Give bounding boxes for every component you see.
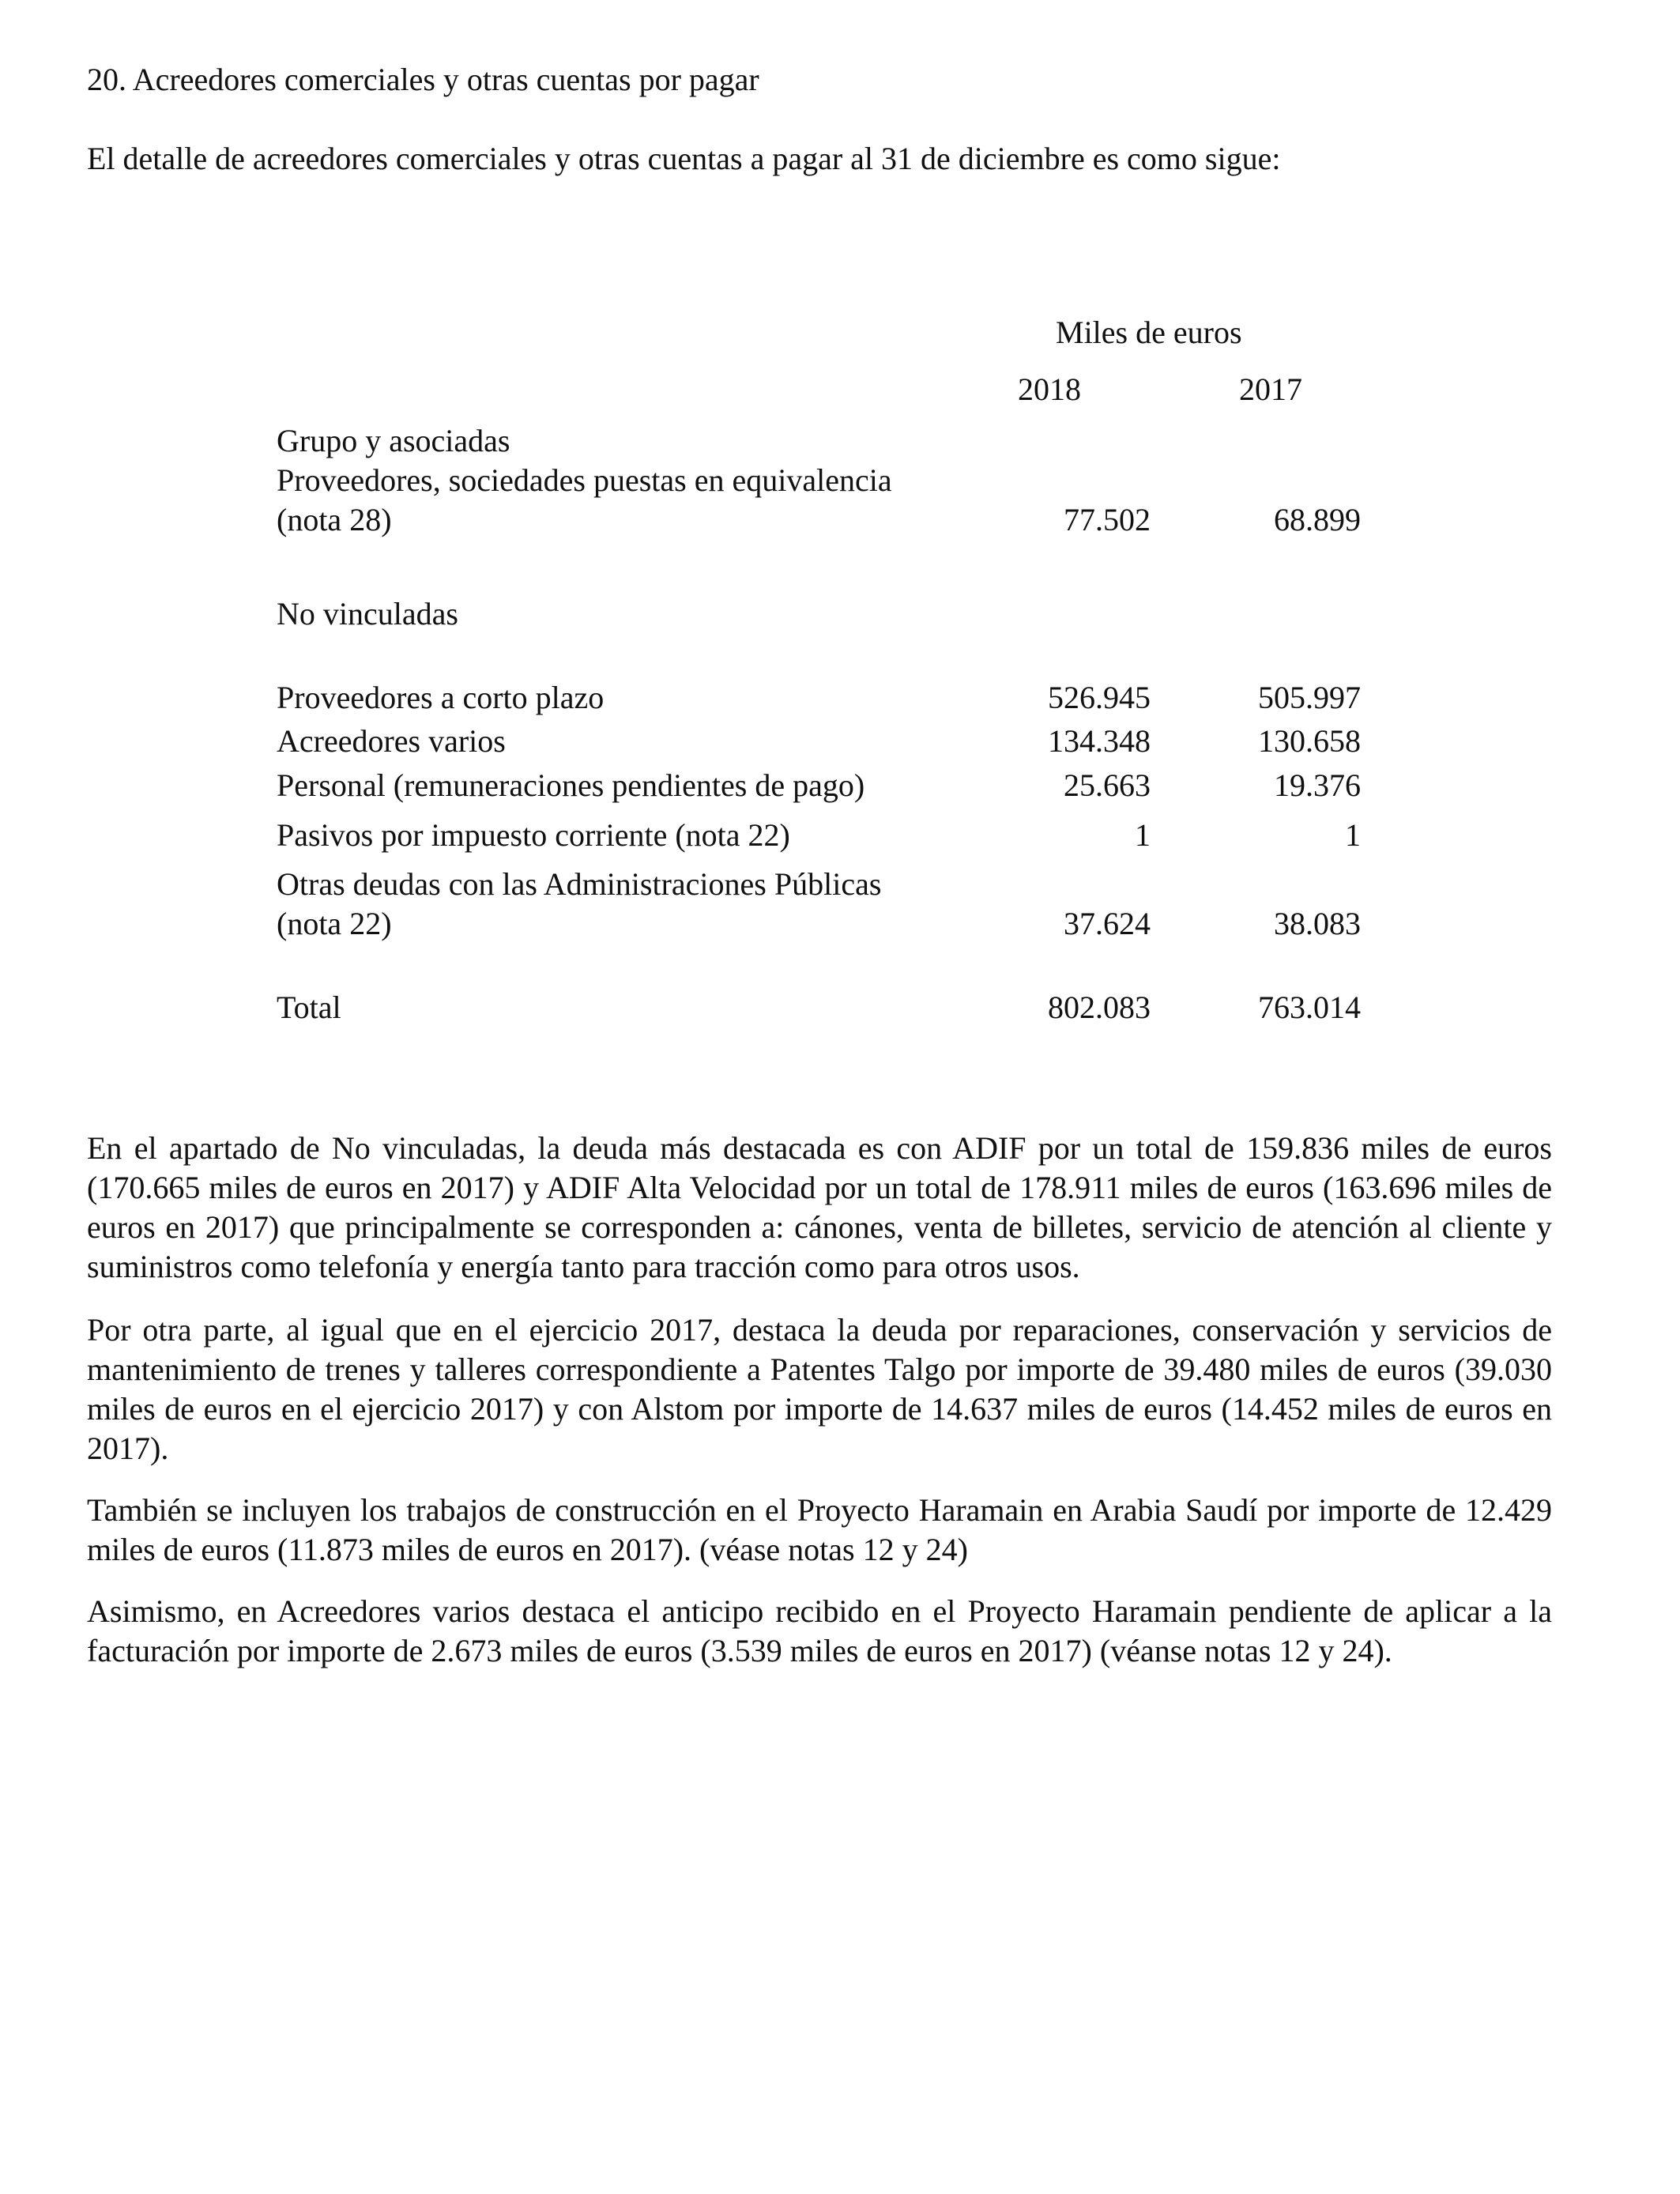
total-value-2018: 802.083 bbox=[1048, 990, 1151, 1025]
nonlinked-header: No vinculadas bbox=[277, 596, 458, 631]
row-value-2018: 77.502 bbox=[1064, 502, 1151, 537]
paragraph-anticipo: Asimismo, en Acreedores varios destaca el anticipo recibido en el Proyecto Haramain pendiente de aplicar a la facturación por importe de 2.673 miles de euros (3.539 miles de euros en 2017) (véanse notas 12 y 24). bbox=[87, 1593, 1552, 1668]
row-label: (nota 22) bbox=[277, 906, 392, 941]
row-label: Otras deudas con las Administraciones Públicas bbox=[277, 866, 882, 902]
year-header-2018: 2018 bbox=[1018, 371, 1081, 407]
row-label: Proveedores a corto plazo bbox=[277, 680, 605, 715]
units-header: Miles de euros bbox=[1056, 315, 1242, 350]
row-label: (nota 28) bbox=[277, 502, 392, 537]
total-label: Total bbox=[277, 990, 341, 1025]
row-value-2017: 130.658 bbox=[1258, 723, 1361, 759]
row-value-2018: 1 bbox=[1135, 817, 1151, 853]
group-header: Grupo y asociadas bbox=[277, 423, 510, 458]
row-value-2017: 505.997 bbox=[1258, 680, 1361, 715]
row-label: Acreedores varios bbox=[277, 723, 506, 759]
row-label: Pasivos por impuesto corriente (nota 22) bbox=[277, 817, 790, 853]
paragraph-adif: En el apartado de No vinculadas, la deuda más destacada es con ADIF por un total de 159.836 miles de euros (170.665 miles de euros en 2017) y ADIF Alta Velocidad por un total de 178.911 miles de euros (163.696 miles de euros en 2017) que principalmente se corresponden a: cánones, venta de billetes, servicio de atención al cliente y suministros como telefonía y energía tanto para tracción como para otros usos. bbox=[87, 1130, 1552, 1284]
row-value-2018: 37.624 bbox=[1064, 906, 1151, 941]
row-value-2018: 134.348 bbox=[1048, 723, 1151, 759]
row-label: Personal (remuneraciones pendientes de pago) bbox=[277, 767, 865, 803]
total-value-2017: 763.014 bbox=[1258, 990, 1361, 1025]
row-value-2017: 1 bbox=[1345, 817, 1361, 853]
paragraph-talgo-alstom: Por otra parte, al igual que en el ejercicio 2017, destaca la deuda por reparaciones, conservación y servicios de mantenimiento de trenes y talleres correspondiente a Patentes Talgo por importe de 39.480 miles de euros (39.030 miles de euros en el ejercicio 2017) y con Alstom por importe de 14.637 miles de euros (14.452 miles de euros en 2017). bbox=[87, 1312, 1552, 1466]
row-label: Proveedores, sociedades puestas en equivalencia bbox=[277, 462, 892, 498]
paragraph-haramain: También se incluyen los trabajos de construcción en el Proyecto Haramain en Arabia Saudí por importe de 12.429 miles de euros (11.873 miles de euros en 2017). (véase notas 12 y 24) bbox=[87, 1492, 1552, 1567]
row-value-2018: 25.663 bbox=[1064, 767, 1151, 803]
row-value-2017: 38.083 bbox=[1274, 906, 1361, 941]
intro-text: El detalle de acreedores comerciales y otras cuentas a pagar al 31 de diciembre es como sigue: bbox=[87, 141, 1281, 176]
section-heading: 20. Acreedores comerciales y otras cuentas por pagar bbox=[87, 62, 759, 97]
year-header-2017: 2017 bbox=[1239, 371, 1302, 407]
row-value-2017: 68.899 bbox=[1274, 502, 1361, 537]
row-value-2017: 19.376 bbox=[1274, 767, 1361, 803]
row-value-2018: 526.945 bbox=[1048, 680, 1151, 715]
